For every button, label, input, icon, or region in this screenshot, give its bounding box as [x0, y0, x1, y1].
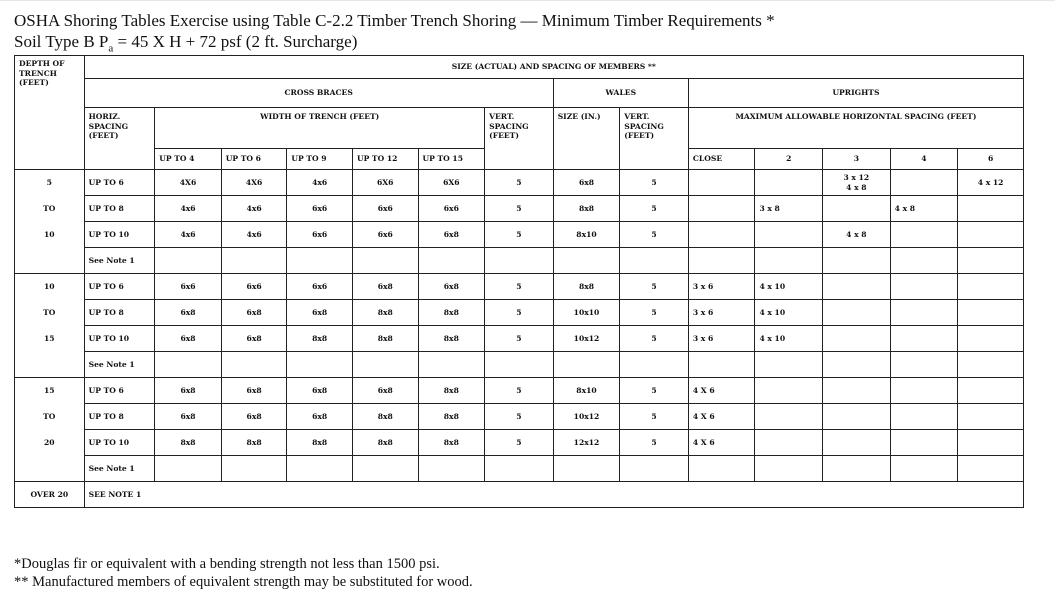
table-cell: 8x8 — [553, 196, 620, 222]
empty-cell — [352, 456, 418, 482]
table-cell: 8x8 — [418, 300, 485, 326]
upright-col-header: 3 — [823, 149, 891, 170]
table-cell: 6x6 — [418, 196, 485, 222]
table-cell: 4x6 — [221, 222, 287, 248]
empty-cell — [823, 456, 891, 482]
note-cell: See Note 1 — [84, 456, 155, 482]
table-row — [15, 274, 1024, 300]
table-cell: 5 — [485, 326, 554, 352]
depth-label: 15 — [44, 386, 55, 395]
table-row — [15, 170, 1024, 196]
table-cell: 8x8 — [418, 404, 485, 430]
table-cell: 4 x 10 — [755, 274, 823, 300]
upright-col-header: CLOSE — [688, 149, 755, 170]
table-cell: 6x6 — [155, 274, 222, 300]
table-cell — [755, 170, 823, 196]
table-cell: UP TO 6 — [84, 378, 155, 404]
table-cell: 3 x 12 4 x 8 — [823, 170, 891, 196]
empty-cell — [890, 456, 958, 482]
table-cell: 6x8 — [418, 274, 485, 300]
table-cell: 3 x 6 — [688, 326, 755, 352]
table-cell: 8x10 — [553, 378, 620, 404]
wale-vert-spacing-header: VERT. SPACING (FEET) — [620, 108, 689, 170]
table-cell: 5 — [485, 430, 554, 456]
table-cell: 5 — [485, 300, 554, 326]
note-cell: SEE NOTE 1 — [84, 482, 1023, 508]
table-cell: 6x8 — [553, 170, 620, 196]
table-cell: UP TO 10 — [84, 326, 155, 352]
note-row — [15, 352, 1024, 378]
empty-cell — [688, 352, 755, 378]
table-cell: 6x8 — [221, 404, 287, 430]
depth-cell — [15, 274, 85, 378]
table-cell: 6X6 — [418, 170, 485, 196]
table-cell: 5 — [620, 378, 689, 404]
empty-cell — [620, 456, 689, 482]
empty-cell — [958, 456, 1024, 482]
table-cell: 5 — [620, 326, 689, 352]
table-cell: UP TO 8 — [84, 404, 155, 430]
empty-cell — [620, 352, 689, 378]
upright-col-header: 4 — [890, 149, 958, 170]
table-cell: 8x8 — [352, 326, 418, 352]
width-col-header: UP TO 9 — [287, 149, 353, 170]
table-cell: 3 x 8 — [755, 196, 823, 222]
table-cell — [823, 378, 891, 404]
table-cell: UP TO 10 — [84, 222, 155, 248]
table-cell — [958, 196, 1024, 222]
table-cell: 8x8 — [418, 430, 485, 456]
table-cell: 6x8 — [352, 378, 418, 404]
table-cell: 5 — [485, 274, 554, 300]
subtitle-subscript: a — [108, 42, 114, 55]
empty-cell — [688, 456, 755, 482]
empty-cell — [485, 352, 554, 378]
empty-cell — [418, 248, 485, 274]
table-cell: 6x6 — [287, 196, 353, 222]
table-cell: 4 x 10 — [755, 326, 823, 352]
table-cell — [688, 222, 755, 248]
subtitle-suffix: = 45 X H + 72 psf (2 ft. Surcharge) — [113, 32, 358, 51]
table-cell: 6x8 — [155, 326, 222, 352]
horiz-spacing-header: HORIZ. SPACING (FEET) — [84, 108, 155, 170]
empty-cell — [352, 248, 418, 274]
table-cell: 4X6 — [155, 170, 222, 196]
header-row-3 — [15, 108, 1024, 149]
wales-header: WALES — [553, 79, 688, 108]
table-cell: 10x12 — [553, 404, 620, 430]
table-cell — [755, 430, 823, 456]
width-col-header: UP TO 15 — [418, 149, 485, 170]
depth-label: TO — [43, 412, 56, 421]
table-cell — [688, 196, 755, 222]
depth-cell — [15, 170, 85, 274]
depth-label: 10 — [44, 282, 55, 291]
table-cell: 6x8 — [155, 300, 222, 326]
empty-cell — [958, 352, 1024, 378]
table-cell: 8x8 — [352, 404, 418, 430]
table-cell: 4 x 8 — [890, 196, 958, 222]
table-cell: 6x8 — [221, 326, 287, 352]
table-cell: 8x8 — [352, 300, 418, 326]
table-row — [15, 222, 1024, 248]
header-row-2 — [15, 79, 1024, 108]
table-cell: 4 X 6 — [688, 378, 755, 404]
empty-cell — [221, 248, 287, 274]
empty-cell — [485, 456, 554, 482]
table-cell — [958, 274, 1024, 300]
table-row — [15, 326, 1024, 352]
table-cell — [890, 300, 958, 326]
table-cell — [823, 326, 891, 352]
table-cell: 4x6 — [155, 222, 222, 248]
table-cell: 3 x 6 — [688, 274, 755, 300]
empty-cell — [755, 456, 823, 482]
table-cell: UP TO 6 — [84, 274, 155, 300]
width-of-trench-header: WIDTH OF TRENCH (FEET) — [155, 108, 485, 149]
empty-cell — [553, 352, 620, 378]
table-cell — [755, 404, 823, 430]
table-cell: 8x8 — [287, 430, 353, 456]
table-cell — [890, 378, 958, 404]
note-cell: See Note 1 — [84, 352, 155, 378]
table-cell — [958, 378, 1024, 404]
table-cell: 4 X 6 — [688, 430, 755, 456]
wale-size-header: SIZE (IN.) — [553, 108, 620, 170]
table-cell: 4 X 6 — [688, 404, 755, 430]
table-cell — [958, 300, 1024, 326]
table-cell: 6x8 — [418, 222, 485, 248]
table-cell: 6X6 — [352, 170, 418, 196]
table-cell: 8x8 — [221, 430, 287, 456]
empty-cell — [418, 352, 485, 378]
empty-cell — [755, 352, 823, 378]
empty-cell — [287, 248, 353, 274]
table-cell — [688, 170, 755, 196]
empty-cell — [958, 248, 1024, 274]
empty-cell — [485, 248, 554, 274]
empty-cell — [287, 352, 353, 378]
table-cell — [958, 430, 1024, 456]
depth-label: 5 — [46, 178, 52, 187]
depth-label: TO — [43, 308, 56, 317]
table-cell: 5 — [485, 196, 554, 222]
depth-label: TO — [43, 204, 56, 213]
note-row — [15, 456, 1024, 482]
depth-label: 10 — [44, 230, 55, 239]
table-cell: 5 — [620, 404, 689, 430]
table-cell: UP TO 8 — [84, 300, 155, 326]
empty-cell — [823, 352, 891, 378]
table-cell: 6x6 — [352, 222, 418, 248]
table-cell: 3 x 6 — [688, 300, 755, 326]
depth-label: 20 — [44, 438, 55, 447]
table-cell: 4X6 — [221, 170, 287, 196]
empty-cell — [155, 248, 222, 274]
table-cell: 6x8 — [221, 378, 287, 404]
empty-cell — [352, 352, 418, 378]
header-row-1 — [15, 56, 1024, 79]
empty-cell — [553, 248, 620, 274]
table-cell: 8x8 — [287, 326, 353, 352]
table-cell: 6x8 — [155, 404, 222, 430]
table-cell — [890, 430, 958, 456]
note-cell: See Note 1 — [84, 248, 155, 274]
empty-cell — [823, 248, 891, 274]
table-cell — [755, 222, 823, 248]
depth-cell — [15, 378, 85, 482]
table-cell: 8x8 — [155, 430, 222, 456]
timber-shoring-table — [14, 55, 1024, 508]
vert-spacing-header: VERT. SPACING (FEET) — [485, 108, 554, 170]
table-cell: 4 x 12 — [958, 170, 1024, 196]
depth-header: DEPTH OF TRENCH (FEET) — [15, 56, 85, 170]
table-cell: 6x8 — [287, 300, 353, 326]
table-cell: 6x6 — [221, 274, 287, 300]
table-cell — [823, 430, 891, 456]
empty-cell — [890, 248, 958, 274]
table-cell: 6x8 — [352, 274, 418, 300]
table-cell: 4 x 10 — [755, 300, 823, 326]
table-cell: 5 — [620, 430, 689, 456]
document-title: OSHA Shoring Tables Exercise using Table C-2.2 Timber Trench Shoring — Minimum Timber Requirements * — [14, 11, 775, 30]
empty-cell — [755, 248, 823, 274]
table-cell: 6x6 — [287, 274, 353, 300]
subtitle-prefix: Soil Type B P — [14, 32, 109, 51]
table-cell — [823, 404, 891, 430]
width-col-header: UP TO 4 — [155, 149, 222, 170]
table-row — [15, 430, 1024, 456]
table-cell: 8x8 — [553, 274, 620, 300]
table-cell: 6x8 — [287, 378, 353, 404]
table-cell: 4x6 — [221, 196, 287, 222]
table-cell: 5 — [485, 222, 554, 248]
note-row — [15, 248, 1024, 274]
table-cell: 5 — [485, 378, 554, 404]
uprights-header: UPRIGHTS — [688, 79, 1023, 108]
table-cell: 5 — [620, 170, 689, 196]
table-row — [15, 404, 1024, 430]
table-cell — [890, 170, 958, 196]
table-cell: 5 — [485, 404, 554, 430]
table-cell — [823, 274, 891, 300]
table-cell: 5 — [485, 170, 554, 196]
table-cell: 5 — [620, 274, 689, 300]
table-cell — [755, 378, 823, 404]
empty-cell — [287, 456, 353, 482]
table-cell: 12x12 — [553, 430, 620, 456]
table-cell: 6x8 — [155, 378, 222, 404]
table-cell: 5 — [620, 300, 689, 326]
table-row — [15, 196, 1024, 222]
empty-cell — [221, 456, 287, 482]
empty-cell — [688, 248, 755, 274]
upright-col-header: 6 — [958, 149, 1024, 170]
size-spacing-header: SIZE (ACTUAL) AND SPACING OF MEMBERS ** — [84, 56, 1023, 79]
footnote-2: ** Manufactured members of equivalent strength may be substituted for wood. — [14, 574, 473, 590]
table-row — [15, 300, 1024, 326]
empty-cell — [553, 456, 620, 482]
table-cell — [890, 326, 958, 352]
table-cell: 10x10 — [553, 300, 620, 326]
table-cell — [890, 222, 958, 248]
table-cell: 5 — [620, 196, 689, 222]
over-20-row — [15, 482, 1024, 508]
table-cell: UP TO 10 — [84, 430, 155, 456]
table-cell: 6x6 — [352, 196, 418, 222]
table-cell: 6x6 — [287, 222, 353, 248]
upright-col-header: 2 — [755, 149, 823, 170]
empty-cell — [418, 456, 485, 482]
table-cell — [890, 404, 958, 430]
width-col-header: UP TO 12 — [352, 149, 418, 170]
table-cell — [823, 300, 891, 326]
empty-cell — [890, 352, 958, 378]
table-cell: UP TO 6 — [84, 170, 155, 196]
table-cell: 5 — [620, 222, 689, 248]
table-cell — [823, 196, 891, 222]
table-cell: 8x8 — [418, 378, 485, 404]
table-cell: 8x10 — [553, 222, 620, 248]
width-col-header: UP TO 6 — [221, 149, 287, 170]
table-cell — [958, 326, 1024, 352]
table-cell: 10x12 — [553, 326, 620, 352]
table-cell: 4x6 — [155, 196, 222, 222]
table-cell: 6x8 — [287, 404, 353, 430]
top-divider — [0, 0, 1055, 1]
empty-cell — [155, 456, 222, 482]
table-cell: 4 x 8 — [823, 222, 891, 248]
table-cell: 8x8 — [352, 430, 418, 456]
max-horiz-spacing-header: MAXIMUM ALLOWABLE HORIZONTAL SPACING (FEET) — [688, 108, 1023, 149]
cross-braces-header: CROSS BRACES — [84, 79, 553, 108]
depth-cell: OVER 20 — [15, 482, 85, 508]
table-cell: 8x8 — [418, 326, 485, 352]
empty-cell — [620, 248, 689, 274]
table-cell: UP TO 8 — [84, 196, 155, 222]
depth-label: 15 — [44, 334, 55, 343]
footnote-1: *Douglas fir or equivalent with a bending strength not less than 1500 psi. — [14, 556, 440, 572]
table-cell: 4x6 — [287, 170, 353, 196]
empty-cell — [221, 352, 287, 378]
table-cell: 6x8 — [221, 300, 287, 326]
table-cell — [958, 404, 1024, 430]
table-cell — [958, 222, 1024, 248]
table-row — [15, 378, 1024, 404]
empty-cell — [155, 352, 222, 378]
table-cell — [890, 274, 958, 300]
